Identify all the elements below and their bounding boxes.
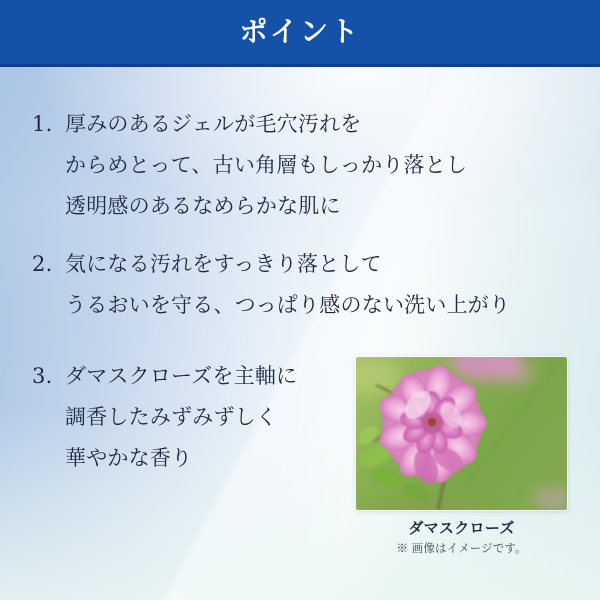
page-title: ポイント: [239, 15, 361, 48]
point-line: ダマスクローズを主軸に: [65, 364, 298, 388]
point-number: 2.: [32, 252, 53, 276]
photo-caption: ダマスクローズ: [408, 519, 515, 537]
point-line: 気になる汚れをすっきり落として: [65, 252, 382, 276]
point-item-1: [32, 104, 572, 227]
point-line: 調香したみずみずしく: [65, 405, 278, 429]
photo-disclaimer-note: ※ 画像はイメージです。: [396, 540, 527, 555]
rose-photo-figure: [356, 357, 567, 555]
point-number: 1.: [32, 112, 53, 136]
point-line: 厚みのあるジェルが毛穴汚れを: [65, 112, 362, 136]
point-item-2: [32, 244, 572, 326]
point-line: 透明感のあるなめらかな肌に: [65, 194, 341, 218]
point-line: からめとって、古い角層もしっかり落とし: [65, 153, 468, 177]
point-line: うるおいを守る、つっぱり感のない洗い上がり: [65, 293, 511, 317]
photo-captions: [356, 519, 567, 555]
point-text: [65, 244, 572, 326]
header-bar: [0, 0, 600, 67]
point-number: 3.: [32, 364, 53, 388]
point-line: 華やかな香り: [65, 446, 193, 470]
rose-photo: [356, 357, 567, 510]
rose-photo-image: [356, 357, 567, 510]
point-text: [65, 104, 572, 227]
